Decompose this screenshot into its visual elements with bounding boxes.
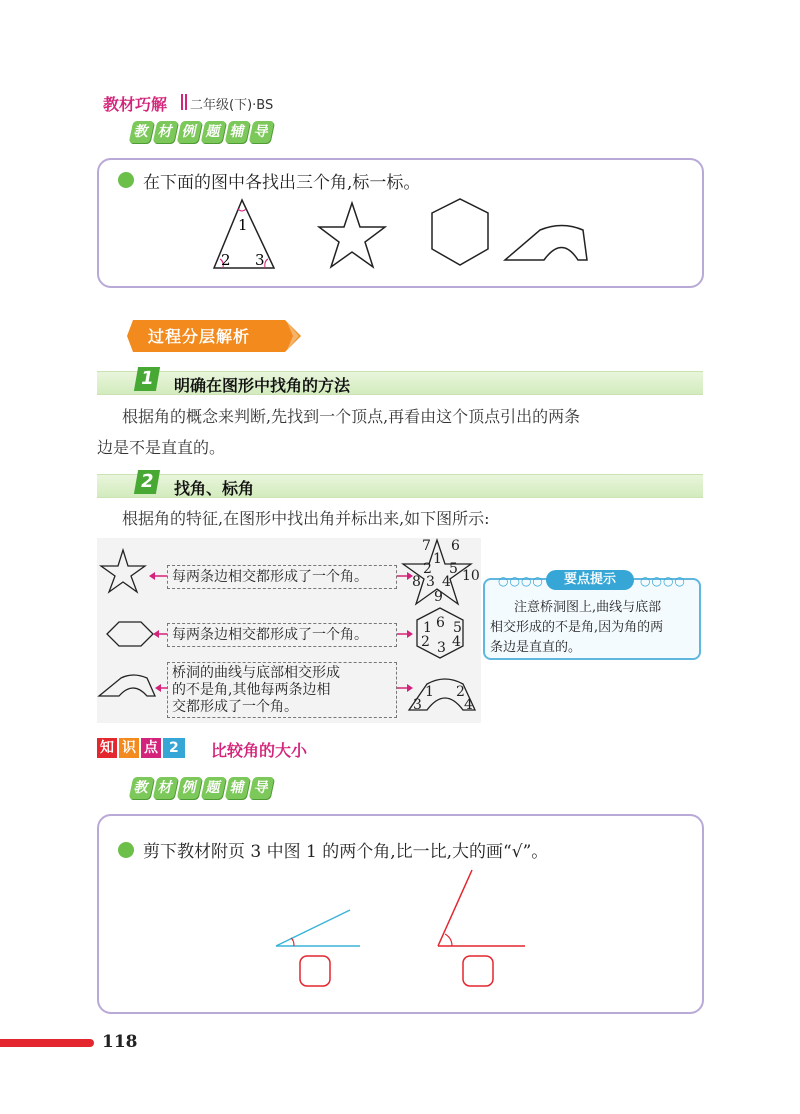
star-num-7: 7 <box>422 538 431 554</box>
hex-num-3: 3 <box>437 640 446 656</box>
angle-2-arm <box>438 870 472 946</box>
knowledge-point-title: 比较角的大小 <box>211 741 308 760</box>
bullet-icon <box>118 842 134 858</box>
bridge-note-line1: 桥洞的曲线与底部相交形成 <box>172 665 340 681</box>
title-divider <box>181 94 187 110</box>
tip-title: 要点提示 <box>546 570 634 590</box>
bridge-num-2: 2 <box>456 684 465 700</box>
kp-char-1: 知 <box>97 738 117 758</box>
step-1-number: 1 <box>134 367 160 391</box>
ribbon-char: 导 <box>249 121 275 143</box>
ribbon-char: 例 <box>177 121 203 143</box>
tip-rings: ○○○○ <box>498 574 544 588</box>
hexagon-shape <box>432 199 488 265</box>
kp-number: 2 <box>163 738 185 758</box>
ribbon-char: 题 <box>201 121 227 143</box>
angle-1-arm <box>276 910 350 946</box>
star-num-9: 9 <box>434 589 443 605</box>
ribbon-char: 导 <box>249 777 275 799</box>
ribbon-char: 例 <box>177 777 203 799</box>
answer-box-2[interactable] <box>463 956 493 986</box>
process-label: 过程分层解析 <box>148 327 251 346</box>
bridge-shape <box>505 226 587 261</box>
tip-line3: 条边是直直的。 <box>490 640 582 655</box>
ribbon-char: 材 <box>153 121 179 143</box>
star-num-6: 6 <box>451 538 460 554</box>
example-ribbon-2 <box>131 777 272 801</box>
knowledge-point-label <box>97 737 187 758</box>
ribbon-char: 题 <box>201 777 227 799</box>
step-2-text: 根据角的特征,在图形中找出角并标出来,如下图所示: <box>122 509 490 528</box>
step-1-text-line2: 边是不是直直的。 <box>97 438 226 457</box>
small-hexagon <box>107 622 153 646</box>
grade-label: 二年级(下)·BS <box>190 98 274 113</box>
step-2-number: 2 <box>134 470 160 494</box>
star-num-3: 3 <box>426 574 435 590</box>
ribbon-char: 材 <box>153 777 179 799</box>
page-bar <box>0 1039 94 1047</box>
bridge-num-1: 1 <box>425 684 434 700</box>
ribbon-char: 辅 <box>225 121 251 143</box>
kp-char-3: 点 <box>141 738 161 758</box>
star-shape <box>319 203 385 267</box>
hex-num-1: 1 <box>423 620 432 636</box>
example-1-question: 在下面的图中各找出三个角,标一标。 <box>143 173 421 193</box>
example-1-figures <box>200 195 600 275</box>
hex-num-4: 4 <box>452 634 461 650</box>
star-num-1: 1 <box>433 551 442 567</box>
bridge-note-line2: 的不是角,其他每两条边相 <box>172 682 331 698</box>
star-num-8: 8 <box>412 574 421 590</box>
star-num-5: 5 <box>449 561 458 577</box>
hexagon-note: 每两条边相交都形成了一个角。 <box>167 623 397 647</box>
star-num-10: 10 <box>462 568 480 584</box>
step-1-title: 明确在图形中找角的方法 <box>174 376 351 395</box>
example-ribbon <box>131 121 272 145</box>
tip-line2: 相交形成的不是角,因为角的两 <box>490 620 664 635</box>
star-num-4: 4 <box>442 574 451 590</box>
small-star <box>101 550 145 592</box>
bullet-icon <box>118 172 134 188</box>
star-num-2: 2 <box>423 561 432 577</box>
hex-num-5: 5 <box>453 620 462 636</box>
step-2-title: 找角、标角 <box>174 479 255 498</box>
example-2-question: 剪下教材附页 3 中图 1 的两个角,比一比,大的画“√”。 <box>143 842 549 862</box>
book-title: 教材巧解 <box>103 95 168 114</box>
small-bridge <box>99 675 155 696</box>
kp-char-2: 识 <box>119 738 139 758</box>
answer-box-1[interactable] <box>300 956 330 986</box>
bridge-note-line3: 交都形成了一个角。 <box>172 699 298 715</box>
triangle-label-1: 1 <box>238 216 248 234</box>
page-number: 118 <box>102 1032 138 1052</box>
step-1-text-line1: 根据角的概念来判断,先找到一个顶点,再看由这个顶点引出的两条 <box>122 407 581 426</box>
hex-num-2: 2 <box>421 634 430 650</box>
bridge-note <box>167 662 397 718</box>
tip-line1: 注意桥洞图上,曲线与底部 <box>514 600 662 615</box>
example-2-angles <box>260 860 540 990</box>
hex-num-6: 6 <box>436 615 445 631</box>
bridge-num-4: 4 <box>464 697 473 713</box>
ribbon-char: 辅 <box>225 777 251 799</box>
ribbon-char: 教 <box>129 121 155 143</box>
triangle-label-2: 2 <box>221 251 231 269</box>
tip-rings-right: ○○○○ <box>640 574 686 588</box>
star-note: 每两条边相交都形成了一个角。 <box>167 565 397 589</box>
bridge-num-3: 3 <box>413 697 422 713</box>
ribbon-char: 教 <box>129 777 155 799</box>
triangle-label-3: 3 <box>255 251 265 269</box>
